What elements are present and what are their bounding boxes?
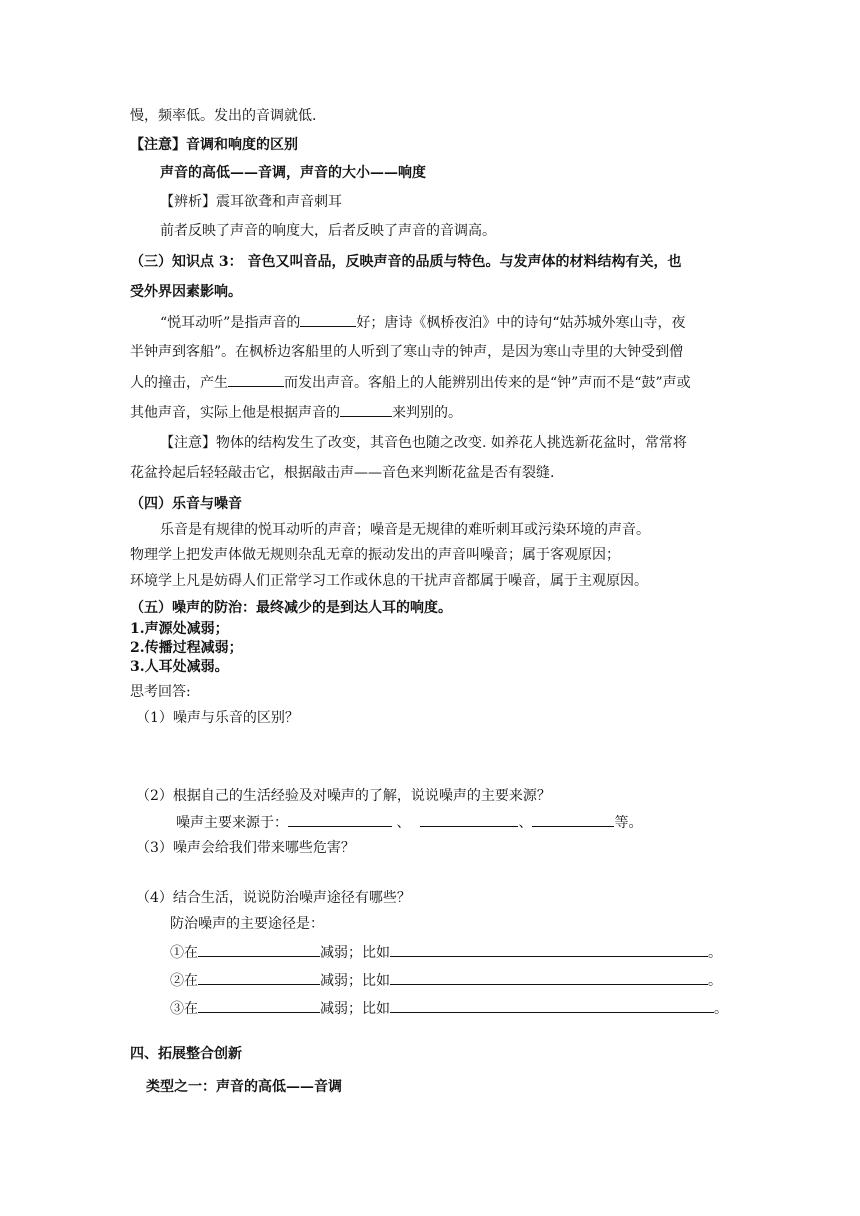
fill-blank[interactable] xyxy=(390,970,708,985)
text-fragment: 等。 xyxy=(614,815,643,831)
fill-blank[interactable] xyxy=(228,372,284,387)
paragraph-line xyxy=(130,402,462,423)
question-1: （1）噪声与乐音的区别？ xyxy=(136,710,299,726)
fill-blank[interactable] xyxy=(198,998,320,1013)
fill-blank[interactable] xyxy=(288,812,392,827)
fill-blank[interactable] xyxy=(420,812,518,827)
fill-blank[interactable] xyxy=(198,970,320,985)
note-paragraph: 【注意】物体的结构发生了改变，其音色也随之改变. 如养花人挑选新花盆时，常常将 xyxy=(160,435,687,451)
fill-blank[interactable] xyxy=(340,402,392,417)
fill-blank[interactable] xyxy=(532,812,614,827)
analysis-content: 前者反映了声音的响度大，后者反映了声音的音调高。 xyxy=(160,223,496,239)
paragraph-line: 半钟声到客船”。在枫桥边客船里的人听到了寒山寺的钟声，是因为寒山寺里的大钟受到僧 xyxy=(130,344,684,360)
fill-blank[interactable] xyxy=(300,312,356,327)
text-fragment: 减弱；比如 xyxy=(320,945,390,961)
answer-row-1 xyxy=(170,942,722,963)
note-content: 声音的高低——音调，声音的大小——响度 xyxy=(160,165,426,181)
answer-row-3 xyxy=(170,998,728,1019)
section-4-heading: （四）乐音与噪音 xyxy=(130,496,242,512)
text-fragment: 、 xyxy=(518,815,533,831)
text-fragment: 人的撞击，产生 xyxy=(130,375,228,391)
question-2: （2）根据自己的生活经验及对噪声的了解，说说噪声的主要来源？ xyxy=(136,788,551,804)
text-fragment: ①在 xyxy=(170,945,198,961)
answer-intro: 防治噪声的主要途径是： xyxy=(170,916,324,932)
paragraph-line: 环境学上凡是妨碍人们正常学习工作或休息的干扰声音都属于噪音，属于主观原因。 xyxy=(130,573,648,589)
text-fragment: 。 xyxy=(708,973,722,989)
list-item: 2.传播过程减弱； xyxy=(130,640,243,656)
text-fragment: 减弱；比如 xyxy=(320,1001,390,1017)
note-heading: 【注意】音调和响度的区别 xyxy=(130,137,298,153)
text-fragment: 好；唐诗《枫桥夜泊》中的诗句“姑苏城外寒山寺，夜 xyxy=(356,315,686,331)
text-fragment: 减弱；比如 xyxy=(320,973,390,989)
text-fragment: 其他声音，实际上他是根据声音的 xyxy=(130,405,340,421)
paragraph-line xyxy=(160,312,685,333)
text-fragment: ②在 xyxy=(170,973,198,989)
section-3-heading-cont: 受外界因素影响。 xyxy=(130,284,242,300)
answer-row-2 xyxy=(170,970,722,991)
analysis-heading: 【辨析】震耳欲聋和声音刺耳 xyxy=(160,194,342,210)
text-fragment: 。 xyxy=(708,945,722,961)
list-item: 1.声源处减弱； xyxy=(130,621,229,637)
text-fragment: “悦耳动听”是指声音的 xyxy=(160,315,301,331)
text-fragment: 。 xyxy=(714,1001,728,1017)
paragraph-line xyxy=(130,372,691,393)
text-fragment: ③在 xyxy=(170,1001,198,1017)
fill-blank[interactable] xyxy=(390,998,714,1013)
fill-blank[interactable] xyxy=(390,942,708,957)
text-fragment: 而发出声音。客船上的人能辨别出传来的是“钟”声而不是“鼓”声或 xyxy=(284,375,691,391)
text-fragment: 来判别的。 xyxy=(392,405,462,421)
answer-line xyxy=(176,812,642,833)
section-5-heading: （五）噪声的防治：最终减少的是到达人耳的响度。 xyxy=(130,600,452,616)
paragraph-line: 慢，频率低。发出的音调就低. xyxy=(130,108,317,124)
text-fragment: 噪声主要来源于： xyxy=(176,815,288,831)
think-heading: 思考回答: xyxy=(130,684,191,700)
note-paragraph-cont: 花盆拎起后轻轻敲击它，根据敲击声——音色来判断花盆是否有裂缝. xyxy=(130,465,555,481)
section-3-heading: （三）知识点 3： 音色又叫音品，反映声音的品质与特色。与发声体的材料结构有关，也 xyxy=(130,254,682,270)
type-heading: 类型之一：声音的高低——音调 xyxy=(146,1079,342,1095)
paragraph-line: 物理学上把发声体做无规则杂乱无章的振动发出的声音叫噪音；属于客观原因； xyxy=(130,547,620,563)
paragraph-line: 乐音是有规律的悦耳动听的声音；噪音是无规律的难听刺耳或污染环境的声音。 xyxy=(160,522,650,538)
text-fragment: 、 xyxy=(392,815,411,831)
list-item: 3.人耳处减弱。 xyxy=(130,659,229,675)
section-iv-heading: 四、拓展整合创新 xyxy=(130,1046,242,1062)
question-3: （3）噪声会给我们带来哪些危害？ xyxy=(136,840,355,856)
question-4: （4）结合生活，说说防治噪声途径有哪些？ xyxy=(136,890,411,906)
fill-blank[interactable] xyxy=(198,942,320,957)
